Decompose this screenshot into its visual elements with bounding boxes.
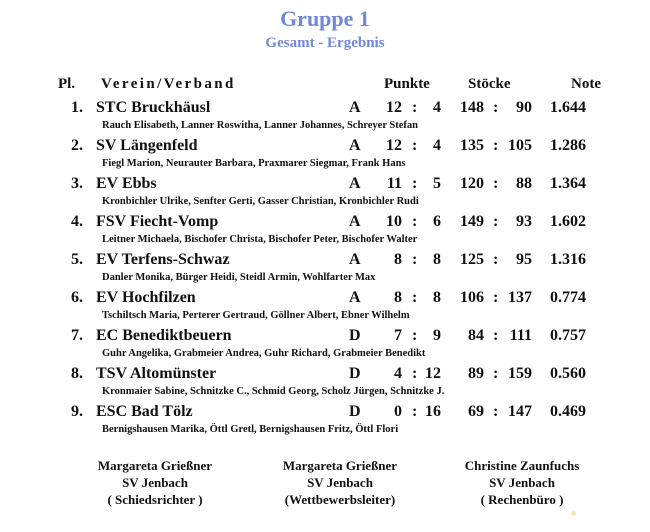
row-sticks-against: 159 — [508, 365, 532, 382]
table-row — [0, 402, 650, 440]
row-sticks-against: 111 — [509, 327, 532, 344]
row-rank: 3. — [71, 175, 83, 192]
row-club: EC Benediktbeuern — [96, 327, 232, 344]
signature-role: ( Rechenbüro ) — [480, 492, 564, 507]
signature-club: SV Jenbach — [307, 475, 373, 490]
row-club: EV Terfens-Schwaz — [96, 251, 230, 268]
row-sticks-against: 95 — [516, 251, 532, 268]
row-separator: : — [412, 251, 418, 268]
page-title: Gruppe 1 — [280, 6, 370, 31]
row-sticks-against: 90 — [516, 99, 532, 116]
row-sticks-for: 84 — [468, 327, 484, 344]
row-separator: : — [412, 137, 418, 154]
row-separator: : — [493, 213, 499, 230]
signature-name: Margareta Grießner — [97, 458, 213, 473]
row-rank: 7. — [71, 327, 83, 344]
header-club: Verein/Verband — [101, 76, 236, 92]
row-sticks-for: 125 — [460, 251, 484, 268]
row-group: D — [349, 365, 361, 382]
decorative-dot — [571, 511, 576, 516]
row-points-won: 0 — [394, 403, 402, 420]
row-players: Fiegl Marion, Neurauter Barbara, Praxmarer Siegmar, Frank Hans — [102, 158, 406, 169]
row-separator: : — [412, 175, 418, 192]
row-note: 1.286 — [550, 137, 586, 154]
row-club: EV Ebbs — [96, 175, 157, 192]
row-players: Danler Monika, Bürger Heidi, Steidl Armin, Wohlfarter Max — [102, 272, 376, 283]
row-club: ESC Bad Tölz — [96, 403, 193, 420]
row-separator: : — [493, 289, 499, 306]
row-players: Kronmaier Sabine, Schnitzke C., Schmid Georg, Scholz Jürgen, Schnitzke J. — [102, 386, 445, 397]
header-note: Note — [571, 76, 601, 92]
row-club: STC Bruckhäusl — [96, 99, 211, 116]
row-rank: 4. — [71, 213, 83, 230]
row-separator: : — [493, 365, 499, 382]
row-note: 1.602 — [550, 213, 586, 230]
row-points-lost: 16 — [425, 403, 441, 420]
row-note: 1.364 — [550, 175, 586, 192]
row-sticks-against: 147 — [508, 403, 532, 420]
row-sticks-for: 120 — [460, 175, 484, 192]
row-points-won: 10 — [386, 213, 402, 230]
table-row — [0, 288, 650, 326]
row-rank: 6. — [71, 289, 83, 306]
row-note: 0.469 — [550, 403, 586, 420]
row-points-lost: 8 — [433, 251, 441, 268]
row-sticks-for: 69 — [468, 403, 484, 420]
row-players: Guhr Angelika, Grabmeier Andrea, Guhr Richard, Grabmeier Benedikt — [102, 348, 426, 359]
row-separator: : — [412, 327, 418, 344]
row-group: D — [349, 403, 361, 420]
row-note: 0.560 — [550, 365, 586, 382]
row-club: TSV Altomünster — [96, 365, 217, 382]
header-sticks: Stöcke — [468, 76, 511, 92]
row-points-won: 8 — [394, 251, 402, 268]
row-note: 1.316 — [550, 251, 586, 268]
table-row — [0, 98, 650, 136]
row-players: Rauch Elisabeth, Lanner Roswitha, Lanner Johannes, Schreyer Stefan — [102, 120, 419, 131]
row-points-lost: 5 — [433, 175, 441, 192]
row-note: 0.757 — [550, 327, 586, 344]
row-players: Bernigshausen Marika, Öttl Gretl, Bernigshausen Fritz, Öttl Flori — [102, 424, 399, 435]
signature-referee — [70, 457, 240, 508]
row-group: A — [349, 137, 361, 154]
row-sticks-for: 149 — [460, 213, 484, 230]
row-club: SV Längenfeld — [96, 137, 198, 154]
header-points: Punkte — [384, 76, 430, 92]
table-row — [0, 212, 650, 250]
row-separator: : — [493, 251, 499, 268]
row-rank: 2. — [71, 137, 83, 154]
row-sticks-for: 148 — [460, 99, 484, 116]
row-points-won: 12 — [386, 137, 402, 154]
header-place: Pl. — [58, 76, 76, 92]
row-points-lost: 8 — [433, 289, 441, 306]
row-separator: : — [412, 289, 418, 306]
row-group: A — [349, 99, 361, 116]
table-row — [0, 250, 650, 288]
row-rank: 1. — [71, 99, 83, 116]
row-sticks-for: 89 — [468, 365, 484, 382]
table-row — [0, 326, 650, 364]
row-rank: 9. — [71, 403, 83, 420]
row-points-won: 7 — [394, 327, 402, 344]
row-separator: : — [493, 99, 499, 116]
row-separator: : — [493, 175, 499, 192]
row-points-won: 8 — [394, 289, 402, 306]
row-points-won: 12 — [386, 99, 402, 116]
row-points-lost: 6 — [433, 213, 441, 230]
row-separator: : — [412, 99, 418, 116]
row-club: FSV Fiecht-Vomp — [96, 213, 219, 230]
signature-name: Margareta Grießner — [282, 458, 398, 473]
signature-club: SV Jenbach — [489, 475, 555, 490]
row-separator: : — [493, 137, 499, 154]
signature-competition-lead — [255, 457, 425, 508]
row-group: A — [349, 213, 361, 230]
signature-computing-office — [437, 457, 607, 508]
row-points-won: 4 — [394, 365, 402, 382]
row-sticks-for: 106 — [460, 289, 484, 306]
signature-club: SV Jenbach — [122, 475, 188, 490]
row-separator: : — [493, 403, 499, 420]
row-points-lost: 12 — [425, 365, 441, 382]
signature-role: ( Schiedsrichter ) — [107, 492, 203, 507]
page-subtitle: Gesamt - Ergebnis — [265, 35, 385, 51]
row-sticks-for: 135 — [460, 137, 484, 154]
row-rank: 8. — [71, 365, 83, 382]
row-rank: 5. — [71, 251, 83, 268]
row-separator: : — [493, 327, 499, 344]
row-players: Tschiltsch Maria, Perterer Gertraud, Göllner Albert, Ebner Wilhelm — [102, 310, 410, 321]
table-row — [0, 364, 650, 402]
row-group: A — [349, 289, 361, 306]
row-group: A — [349, 175, 361, 192]
row-points-lost: 4 — [433, 99, 441, 116]
row-points-lost: 9 — [433, 327, 441, 344]
row-players: Kronbichler Ulrike, Senfter Gerti, Gasser Christian, Kronbichler Rudi — [102, 196, 419, 207]
row-separator: : — [412, 403, 418, 420]
row-points-won: 11 — [386, 175, 402, 192]
row-club: EV Hochfilzen — [96, 289, 196, 306]
row-sticks-against: 105 — [508, 137, 532, 154]
row-note: 1.644 — [550, 99, 586, 116]
row-note: 0.774 — [550, 289, 586, 306]
row-separator: : — [412, 213, 418, 230]
row-separator: : — [412, 365, 418, 382]
signature-role: (Wettbewerbsleiter) — [284, 492, 396, 507]
row-group: D — [349, 327, 361, 344]
row-players: Leitner Michaela, Bischofer Christa, Bischofer Peter, Bischofer Walter — [102, 234, 418, 245]
row-points-lost: 4 — [433, 137, 441, 154]
table-row — [0, 136, 650, 174]
row-sticks-against: 137 — [508, 289, 532, 306]
signature-name: Christine Zaunfuchs — [464, 458, 580, 473]
row-sticks-against: 88 — [516, 175, 532, 192]
table-row — [0, 174, 650, 212]
row-sticks-against: 93 — [516, 213, 532, 230]
row-group: A — [349, 251, 361, 268]
